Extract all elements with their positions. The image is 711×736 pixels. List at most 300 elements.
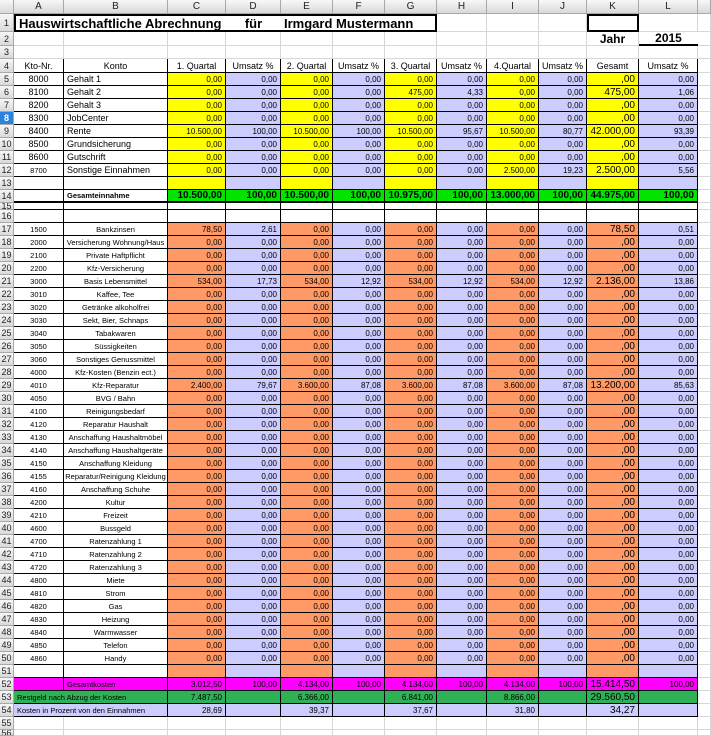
cell-G20[interactable]: 0,00	[385, 262, 437, 275]
cell-D24[interactable]: 0,00	[226, 314, 281, 327]
cell-D39[interactable]: 0,00	[226, 509, 281, 522]
cell-M46[interactable]	[698, 600, 711, 613]
cell-F18[interactable]: 0,00	[333, 236, 385, 249]
cell-K31[interactable]: ,00	[587, 405, 639, 418]
cell-K46[interactable]: ,00	[587, 600, 639, 613]
cell-G31[interactable]: 0,00	[385, 405, 437, 418]
cell-J24[interactable]: 0,00	[539, 314, 587, 327]
cell-M26[interactable]	[698, 340, 711, 353]
cell-G2[interactable]	[385, 32, 437, 46]
cell-M52[interactable]	[698, 678, 711, 691]
cell-B4-header[interactable]: Konto	[64, 59, 168, 73]
cell-D16[interactable]	[226, 210, 281, 223]
cell-K27[interactable]: ,00	[587, 353, 639, 366]
cell-H3[interactable]	[437, 46, 487, 59]
cell-I43[interactable]: 0,00	[487, 561, 539, 574]
cell-H30[interactable]: 0,00	[437, 392, 487, 405]
cell-H14[interactable]: 100,00	[437, 190, 487, 203]
cell-J55[interactable]	[539, 717, 587, 730]
cell-G37[interactable]: 0,00	[385, 483, 437, 496]
cell-I41[interactable]: 0,00	[487, 535, 539, 548]
cell-H27[interactable]: 0,00	[437, 353, 487, 366]
cell-K35[interactable]: ,00	[587, 457, 639, 470]
cell-G29[interactable]: 3.600,00	[385, 379, 437, 392]
cell-M37[interactable]	[698, 483, 711, 496]
cell-H36[interactable]: 0,00	[437, 470, 487, 483]
cell-D23[interactable]: 0,00	[226, 301, 281, 314]
cell-A20-kto[interactable]: 2200	[14, 262, 64, 275]
cell-A50-kto[interactable]: 4860	[14, 652, 64, 665]
cell-C49[interactable]: 0,00	[168, 639, 226, 652]
cell-A40-kto[interactable]: 4600	[14, 522, 64, 535]
cell-G33[interactable]: 0,00	[385, 431, 437, 444]
cell-A24-kto[interactable]: 3030	[14, 314, 64, 327]
cell-J56[interactable]	[539, 730, 587, 736]
cell-L55[interactable]	[639, 717, 698, 730]
cell-H23[interactable]: 0,00	[437, 301, 487, 314]
cell-C32[interactable]: 0,00	[168, 418, 226, 431]
row-header-11[interactable]: 11	[0, 151, 14, 164]
cell-L35[interactable]: 0,00	[639, 457, 698, 470]
cell-D38[interactable]: 0,00	[226, 496, 281, 509]
cell-K8[interactable]: ,00	[587, 112, 639, 125]
row-header-1[interactable]: 1	[0, 14, 14, 32]
cell-E15[interactable]	[281, 203, 333, 210]
cell-J36[interactable]: 0,00	[539, 470, 587, 483]
cell-H8[interactable]: 0,00	[437, 112, 487, 125]
cell-A37-kto[interactable]: 4160	[14, 483, 64, 496]
cell-G35[interactable]: 0,00	[385, 457, 437, 470]
cell-F27[interactable]: 0,00	[333, 353, 385, 366]
cell-I23[interactable]: 0,00	[487, 301, 539, 314]
cell-B27-konto[interactable]: Sonstiges Genussmittel	[64, 353, 168, 366]
cell-M45[interactable]	[698, 587, 711, 600]
cell-L8[interactable]: 0,00	[639, 112, 698, 125]
cell-C42[interactable]: 0,00	[168, 548, 226, 561]
cell-D52[interactable]: 100,00	[226, 678, 281, 691]
cell-M47[interactable]	[698, 613, 711, 626]
cell-E43[interactable]: 0,00	[281, 561, 333, 574]
cell-K22[interactable]: ,00	[587, 288, 639, 301]
cell-E46[interactable]: 0,00	[281, 600, 333, 613]
cell-M14[interactable]	[698, 190, 711, 203]
row-header-9[interactable]: 9	[0, 125, 14, 138]
cell-G50[interactable]: 0,00	[385, 652, 437, 665]
cell-G53[interactable]: 6.841,00	[385, 691, 437, 704]
cell-L30[interactable]: 0,00	[639, 392, 698, 405]
cell-M56[interactable]	[698, 730, 711, 736]
row-header-49[interactable]: 49	[0, 639, 14, 652]
cell-K45[interactable]: ,00	[587, 587, 639, 600]
cell-A1-title[interactable]: Hauswirtschaftliche Abrechnung	[14, 14, 226, 32]
cell-C22[interactable]: 0,00	[168, 288, 226, 301]
row-header-28[interactable]: 28	[0, 366, 14, 379]
cell-J22[interactable]: 0,00	[539, 288, 587, 301]
row-header-37[interactable]: 37	[0, 483, 14, 496]
cell-I2[interactable]	[487, 32, 539, 46]
cell-C2[interactable]	[168, 32, 226, 46]
cell-L48[interactable]: 0,00	[639, 626, 698, 639]
cell-C30[interactable]: 0,00	[168, 392, 226, 405]
cell-L43[interactable]: 0,00	[639, 561, 698, 574]
cell-F36[interactable]: 0,00	[333, 470, 385, 483]
cell-E45[interactable]: 0,00	[281, 587, 333, 600]
cell-E11[interactable]: 0,00	[281, 151, 333, 164]
cell-C50[interactable]: 0,00	[168, 652, 226, 665]
cell-L50[interactable]: 0,00	[639, 652, 698, 665]
cell-B52-label[interactable]: Gesamtkosten	[64, 678, 168, 691]
cell-K4-header[interactable]: Gesamt	[587, 59, 639, 73]
cell-F7[interactable]: 0,00	[333, 99, 385, 112]
cell-D18[interactable]: 0,00	[226, 236, 281, 249]
cell-C18[interactable]: 0,00	[168, 236, 226, 249]
cell-H22[interactable]: 0,00	[437, 288, 487, 301]
cell-C56[interactable]	[168, 730, 226, 736]
cell-D25[interactable]: 0,00	[226, 327, 281, 340]
row-header-35[interactable]: 35	[0, 457, 14, 470]
cell-J40[interactable]: 0,00	[539, 522, 587, 535]
cell-E17[interactable]: 0,00	[281, 223, 333, 236]
row-header-33[interactable]: 33	[0, 431, 14, 444]
cell-A29-kto[interactable]: 4010	[14, 379, 64, 392]
row-header-55[interactable]: 55	[0, 717, 14, 730]
cell-C48[interactable]: 0,00	[168, 626, 226, 639]
cell-D15[interactable]	[226, 203, 281, 210]
cell-G16[interactable]	[385, 210, 437, 223]
cell-E1-title-person[interactable]: Irmgard Mustermann	[281, 14, 437, 32]
cell-F25[interactable]: 0,00	[333, 327, 385, 340]
cell-K32[interactable]: ,00	[587, 418, 639, 431]
cell-H35[interactable]: 0,00	[437, 457, 487, 470]
cell-G21[interactable]: 534,00	[385, 275, 437, 288]
cell-H17[interactable]: 0,00	[437, 223, 487, 236]
cell-H28[interactable]: 0,00	[437, 366, 487, 379]
cell-H7[interactable]: 0,00	[437, 99, 487, 112]
row-header-53[interactable]: 53	[0, 691, 14, 704]
cell-D13[interactable]	[226, 177, 281, 190]
cell-L40[interactable]: 0,00	[639, 522, 698, 535]
cell-I55[interactable]	[487, 717, 539, 730]
cell-F21[interactable]: 12,92	[333, 275, 385, 288]
cell-K36[interactable]: ,00	[587, 470, 639, 483]
cell-E38[interactable]: 0,00	[281, 496, 333, 509]
cell-K18[interactable]: ,00	[587, 236, 639, 249]
cell-C43[interactable]: 0,00	[168, 561, 226, 574]
cell-G32[interactable]: 0,00	[385, 418, 437, 431]
cell-D44[interactable]: 0,00	[226, 574, 281, 587]
cell-H39[interactable]: 0,00	[437, 509, 487, 522]
cell-L25[interactable]: 0,00	[639, 327, 698, 340]
cell-B15[interactable]	[64, 203, 168, 210]
cell-I54[interactable]: 31,80	[487, 704, 539, 717]
cell-J10[interactable]: 0,00	[539, 138, 587, 151]
cell-M54[interactable]	[698, 704, 711, 717]
cell-D32[interactable]: 0,00	[226, 418, 281, 431]
cell-F4-header[interactable]: Umsatz %	[333, 59, 385, 73]
cell-C51[interactable]	[168, 665, 226, 678]
cell-M19[interactable]	[698, 249, 711, 262]
cell-E2[interactable]	[281, 32, 333, 46]
cell-M55[interactable]	[698, 717, 711, 730]
cell-D17[interactable]: 2,61	[226, 223, 281, 236]
cell-E41[interactable]: 0,00	[281, 535, 333, 548]
cell-G22[interactable]: 0,00	[385, 288, 437, 301]
cell-B17-konto[interactable]: Bankzinsen	[64, 223, 168, 236]
cell-E14[interactable]: 10.500,00	[281, 190, 333, 203]
row-header-31[interactable]: 31	[0, 405, 14, 418]
cell-G48[interactable]: 0,00	[385, 626, 437, 639]
cell-L22[interactable]: 0,00	[639, 288, 698, 301]
row-header-7[interactable]: 7	[0, 99, 14, 112]
cell-H12[interactable]: 0,00	[437, 164, 487, 177]
cell-K12[interactable]: 2.500,00	[587, 164, 639, 177]
cell-J26[interactable]: 0,00	[539, 340, 587, 353]
cell-H1[interactable]	[437, 14, 487, 32]
cell-D28[interactable]: 0,00	[226, 366, 281, 379]
cell-A42-kto[interactable]: 4710	[14, 548, 64, 561]
cell-D46[interactable]: 0,00	[226, 600, 281, 613]
cell-K50[interactable]: ,00	[587, 652, 639, 665]
cell-F23[interactable]: 0,00	[333, 301, 385, 314]
cell-A38-kto[interactable]: 4200	[14, 496, 64, 509]
cell-C37[interactable]: 0,00	[168, 483, 226, 496]
cell-F28[interactable]: 0,00	[333, 366, 385, 379]
cell-D47[interactable]: 0,00	[226, 613, 281, 626]
cell-C13[interactable]	[168, 177, 226, 190]
cell-I16[interactable]	[487, 210, 539, 223]
cell-B28-konto[interactable]: Kfz-Kosten (Benzin ect.)	[64, 366, 168, 379]
cell-L20[interactable]: 0,00	[639, 262, 698, 275]
row-header-50[interactable]: 50	[0, 652, 14, 665]
cell-K9[interactable]: 42.000,00	[587, 125, 639, 138]
cell-J3[interactable]	[539, 46, 587, 59]
cell-A30-kto[interactable]: 4050	[14, 392, 64, 405]
cell-C14[interactable]: 10.500,00	[168, 190, 226, 203]
cell-B37-konto[interactable]: Anschaffung Schuhe	[64, 483, 168, 496]
cell-C40[interactable]: 0,00	[168, 522, 226, 535]
cell-C6[interactable]: 0,00	[168, 86, 226, 99]
cell-D6[interactable]: 0,00	[226, 86, 281, 99]
cell-C24[interactable]: 0,00	[168, 314, 226, 327]
cell-M22[interactable]	[698, 288, 711, 301]
row-header-10[interactable]: 10	[0, 138, 14, 151]
cell-C54[interactable]: 28,69	[168, 704, 226, 717]
cell-M11[interactable]	[698, 151, 711, 164]
cell-A45-kto[interactable]: 4810	[14, 587, 64, 600]
cell-F54[interactable]	[333, 704, 385, 717]
cell-K39[interactable]: ,00	[587, 509, 639, 522]
cell-H43[interactable]: 0,00	[437, 561, 487, 574]
cell-M35[interactable]	[698, 457, 711, 470]
cell-B2[interactable]	[64, 32, 168, 46]
cell-K11[interactable]: ,00	[587, 151, 639, 164]
cell-K7[interactable]: ,00	[587, 99, 639, 112]
cell-B22-konto[interactable]: Kaffee, Tee	[64, 288, 168, 301]
cell-F26[interactable]: 0,00	[333, 340, 385, 353]
cell-A49-kto[interactable]: 4850	[14, 639, 64, 652]
cell-B23-konto[interactable]: Getränke alkoholfrei	[64, 301, 168, 314]
cell-L17[interactable]: 0,51	[639, 223, 698, 236]
cell-L32[interactable]: 0,00	[639, 418, 698, 431]
cell-H44[interactable]: 0,00	[437, 574, 487, 587]
cell-B3[interactable]	[64, 46, 168, 59]
cell-L26[interactable]: 0,00	[639, 340, 698, 353]
cell-F12[interactable]: 0,00	[333, 164, 385, 177]
cell-L46[interactable]: 0,00	[639, 600, 698, 613]
cell-M49[interactable]	[698, 639, 711, 652]
cell-F33[interactable]: 0,00	[333, 431, 385, 444]
cell-J1[interactable]	[539, 14, 587, 32]
cell-K47[interactable]: ,00	[587, 613, 639, 626]
row-header-2[interactable]: 2	[0, 32, 14, 46]
cell-H15[interactable]	[437, 203, 487, 210]
cell-H40[interactable]: 0,00	[437, 522, 487, 535]
cell-E40[interactable]: 0,00	[281, 522, 333, 535]
cell-K44[interactable]: ,00	[587, 574, 639, 587]
cell-L3[interactable]	[639, 46, 698, 59]
cell-F50[interactable]: 0,00	[333, 652, 385, 665]
cell-E48[interactable]: 0,00	[281, 626, 333, 639]
cell-C47[interactable]: 0,00	[168, 613, 226, 626]
cell-A34-kto[interactable]: 4140	[14, 444, 64, 457]
cell-F35[interactable]: 0,00	[333, 457, 385, 470]
cell-B49-konto[interactable]: Telefon	[64, 639, 168, 652]
cell-L36[interactable]: 0,00	[639, 470, 698, 483]
cell-B32-konto[interactable]: Reparatur Haushalt	[64, 418, 168, 431]
cell-G55[interactable]	[385, 717, 437, 730]
cell-E25[interactable]: 0,00	[281, 327, 333, 340]
cell-F31[interactable]: 0,00	[333, 405, 385, 418]
cell-G46[interactable]: 0,00	[385, 600, 437, 613]
cell-G26[interactable]: 0,00	[385, 340, 437, 353]
cell-J50[interactable]: 0,00	[539, 652, 587, 665]
cell-M28[interactable]	[698, 366, 711, 379]
cell-K33[interactable]: ,00	[587, 431, 639, 444]
cell-H20[interactable]: 0,00	[437, 262, 487, 275]
cell-M42[interactable]	[698, 548, 711, 561]
row-header-46[interactable]: 46	[0, 600, 14, 613]
cell-C35[interactable]: 0,00	[168, 457, 226, 470]
cell-F47[interactable]: 0,00	[333, 613, 385, 626]
cell-G23[interactable]: 0,00	[385, 301, 437, 314]
cell-M44[interactable]	[698, 574, 711, 587]
cell-F30[interactable]: 0,00	[333, 392, 385, 405]
cell-L56[interactable]	[639, 730, 698, 736]
cell-J30[interactable]: 0,00	[539, 392, 587, 405]
cell-B26-konto[interactable]: Süssigkeiten	[64, 340, 168, 353]
cell-B24-konto[interactable]: Sekt, Bier, Schnaps	[64, 314, 168, 327]
cell-J47[interactable]: 0,00	[539, 613, 587, 626]
cell-A7-kto[interactable]: 8200	[14, 99, 64, 112]
cell-F6[interactable]: 0,00	[333, 86, 385, 99]
row-header-42[interactable]: 42	[0, 548, 14, 561]
cell-J15[interactable]	[539, 203, 587, 210]
cell-D37[interactable]: 0,00	[226, 483, 281, 496]
cell-M36[interactable]	[698, 470, 711, 483]
cell-L52[interactable]: 100,00	[639, 678, 698, 691]
cell-H47[interactable]: 0,00	[437, 613, 487, 626]
cell-F22[interactable]: 0,00	[333, 288, 385, 301]
row-header-56[interactable]: 56	[0, 730, 14, 736]
cell-M6[interactable]	[698, 86, 711, 99]
cell-G13[interactable]	[385, 177, 437, 190]
cell-K34[interactable]: ,00	[587, 444, 639, 457]
cell-F9[interactable]: 100,00	[333, 125, 385, 138]
cell-H18[interactable]: 0,00	[437, 236, 487, 249]
cell-D5[interactable]: 0,00	[226, 73, 281, 86]
cell-M53[interactable]	[698, 691, 711, 704]
cell-K16[interactable]	[587, 210, 639, 223]
cell-I35[interactable]: 0,00	[487, 457, 539, 470]
row-header-23[interactable]: 23	[0, 301, 14, 314]
cell-E4-header[interactable]: 2. Quartal	[281, 59, 333, 73]
cell-C4-header[interactable]: 1. Quartal	[168, 59, 226, 73]
cell-K25[interactable]: ,00	[587, 327, 639, 340]
cell-K53[interactable]: 29.560,50	[587, 691, 639, 704]
cell-A36-kto[interactable]: 4155	[14, 470, 64, 483]
cell-A6-kto[interactable]: 8100	[14, 86, 64, 99]
cell-H33[interactable]: 0,00	[437, 431, 487, 444]
row-header-30[interactable]: 30	[0, 392, 14, 405]
cell-A2[interactable]	[14, 32, 64, 46]
cell-G30[interactable]: 0,00	[385, 392, 437, 405]
cell-L53[interactable]	[639, 691, 698, 704]
cell-F40[interactable]: 0,00	[333, 522, 385, 535]
cell-F8[interactable]: 0,00	[333, 112, 385, 125]
row-header-19[interactable]: 19	[0, 249, 14, 262]
cell-I46[interactable]: 0,00	[487, 600, 539, 613]
cell-D30[interactable]: 0,00	[226, 392, 281, 405]
corner-box[interactable]	[0, 0, 14, 14]
col-header-C[interactable]: C	[168, 0, 226, 14]
cell-M2[interactable]	[698, 32, 711, 46]
cell-B9-konto[interactable]: Rente	[64, 125, 168, 138]
cell-K19[interactable]: ,00	[587, 249, 639, 262]
cell-G36[interactable]: 0,00	[385, 470, 437, 483]
cell-I19[interactable]: 0,00	[487, 249, 539, 262]
cell-I42[interactable]: 0,00	[487, 548, 539, 561]
cell-F13[interactable]	[333, 177, 385, 190]
cell-D35[interactable]: 0,00	[226, 457, 281, 470]
row-header-13[interactable]: 13	[0, 177, 14, 190]
cell-C19[interactable]: 0,00	[168, 249, 226, 262]
cell-J41[interactable]: 0,00	[539, 535, 587, 548]
cell-B35-konto[interactable]: Anschaffung Kleidung	[64, 457, 168, 470]
cell-L41[interactable]: 0,00	[639, 535, 698, 548]
cell-B55[interactable]	[64, 717, 168, 730]
cell-K24[interactable]: ,00	[587, 314, 639, 327]
cell-F32[interactable]: 0,00	[333, 418, 385, 431]
cell-H19[interactable]: 0,00	[437, 249, 487, 262]
cell-L2-year-value[interactable]: 2015	[639, 32, 698, 46]
cell-H56[interactable]	[437, 730, 487, 736]
cell-I4-header[interactable]: 4.Quartal	[487, 59, 539, 73]
cell-E54[interactable]: 39,37	[281, 704, 333, 717]
cell-K28[interactable]: ,00	[587, 366, 639, 379]
row-header-8[interactable]: 8	[0, 112, 14, 125]
col-header-L[interactable]: L	[639, 0, 698, 14]
col-header-partial[interactable]	[698, 0, 711, 14]
cell-J52[interactable]: 100,00	[539, 678, 587, 691]
cell-L31[interactable]: 0,00	[639, 405, 698, 418]
cell-K26[interactable]: ,00	[587, 340, 639, 353]
cell-I44[interactable]: 0,00	[487, 574, 539, 587]
cell-C31[interactable]: 0,00	[168, 405, 226, 418]
cell-G38[interactable]: 0,00	[385, 496, 437, 509]
cell-K13[interactable]	[587, 177, 639, 190]
cell-F3[interactable]	[333, 46, 385, 59]
cell-A9-kto[interactable]: 8400	[14, 125, 64, 138]
